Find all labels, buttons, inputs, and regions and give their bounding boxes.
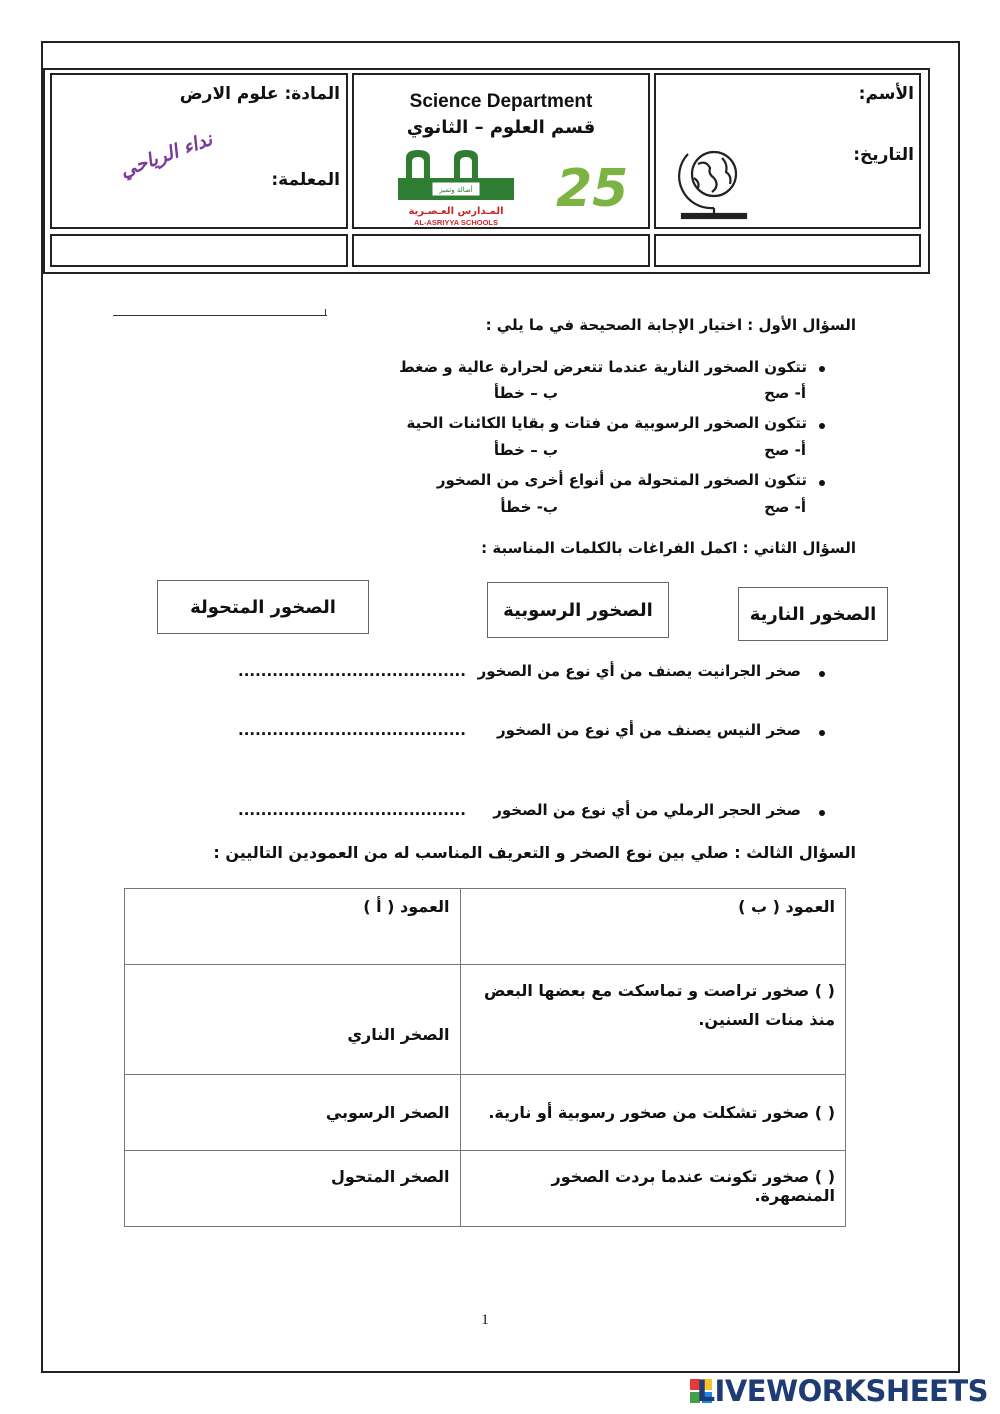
q1-bullet-2 (819, 423, 825, 429)
col-a-header: العمود ( أ ) (125, 889, 461, 965)
row2-definition[interactable]: ( ) صخور تشكلت من صخور رسوبية أو نارية. (460, 1075, 845, 1151)
department-title-ar: قسم العلوم – الثانوي (406, 117, 596, 138)
q1-bullet-1 (819, 366, 825, 372)
question2-title: السؤال الثاني : اكمل الفراغات بالكلمات المناسبة : (481, 539, 856, 557)
row2-rock-type[interactable]: الصخر الرسوبي (125, 1075, 461, 1151)
question1-title: السؤال الأول : اختيار الإجابة الصحيحة في ما يلي : (485, 316, 856, 334)
table-row (125, 965, 846, 1075)
q2-item-1: صخر الجرانيت يصنف من أي نوع من الصخور (477, 662, 801, 680)
score-line-tick (325, 309, 326, 316)
q1-option-a-2[interactable]: أ- صح (764, 441, 806, 459)
word-bank-igneous[interactable]: الصخور النارية (738, 587, 888, 641)
school-name-en: AL-ASRIYYA SCHOOLS (413, 218, 499, 227)
anniversary-25-icon (552, 156, 629, 219)
table-row (125, 1075, 846, 1151)
q2-blank-2[interactable]: ........................................ (238, 721, 466, 739)
liveworksheets-watermark[interactable]: LIVEWORKSHEETS (696, 1374, 988, 1408)
q1-option-b-3[interactable]: ب- خطأ (500, 498, 558, 516)
header-row2-subject[interactable] (50, 234, 348, 267)
header-row2-name[interactable] (654, 234, 921, 267)
page-number: 1 (481, 1312, 489, 1328)
q1-statement-3: تتكون الصخور المتحولة من أنواع أخرى من الصخور (436, 471, 807, 489)
teacher-label: المعلمة: (271, 170, 340, 190)
q1-statement-1: تتكون الصخور النارية عندما تتعرض لحرارة عالية و ضغط (399, 358, 807, 376)
school-name-ar: المـدارس العـصـرية (408, 206, 504, 217)
subject-label: المادة: علوم الارض (179, 84, 340, 104)
q1-bullet-3 (819, 480, 825, 486)
q2-item-3: صخر الحجر الرملي من أي نوع من الصخور (493, 801, 801, 819)
q1-option-a-3[interactable]: أ- صح (764, 498, 806, 516)
q2-item-2: صخر النيس يصنف من أي نوع من الصخور (497, 721, 801, 739)
row3-rock-type[interactable]: الصخر المتحول (125, 1151, 461, 1227)
school-logo-icon (392, 148, 520, 230)
question3-title: السؤال الثالث : صلي بين نوع الصخر و التعريف المناسب له من العمودين التاليين : (213, 843, 856, 862)
word-bank-sedimentary[interactable]: الصخور الرسوبية (487, 582, 669, 638)
q1-option-b-2[interactable]: ب – خطأ (493, 441, 558, 459)
q2-bullet-1 (819, 671, 825, 677)
q1-statement-2: تتكون الصخور الرسوبية من فتات و بقايا الكائنات الحية (406, 414, 807, 432)
department-title-en: Science Department (409, 91, 593, 112)
date-label: التاريخ: (853, 145, 914, 165)
table-row (125, 1151, 846, 1227)
score-line[interactable] (113, 315, 327, 316)
row1-rock-type[interactable]: الصخر الناري (125, 965, 461, 1075)
q2-bullet-3 (819, 810, 825, 816)
col-b-header: العمود ( ب ) (460, 889, 845, 965)
globe-icon (668, 142, 768, 220)
header-row2-department[interactable] (352, 234, 650, 267)
teacher-signature: نداء الرياحي (117, 128, 216, 182)
name-label: الأسم: (858, 84, 914, 104)
q1-option-b-1[interactable]: ب – خطأ (493, 384, 558, 402)
row3-definition[interactable]: ( ) صخور تكونت عندما بردت الصخور المنصهرة. (460, 1151, 845, 1227)
anniversary-number: 25 (556, 159, 629, 219)
q2-blank-1[interactable]: ........................................ (238, 662, 466, 680)
matching-table (124, 888, 846, 1227)
q2-bullet-2 (819, 730, 825, 736)
q1-option-a-1[interactable]: أ- صح (764, 384, 806, 402)
school-motto: أصالة وتميز (439, 186, 473, 194)
word-bank-metamorphic[interactable]: الصخور المتحولة (157, 580, 369, 634)
row1-definition[interactable]: ( ) صخور تراصت و تماسكت مع بعضها البعض منذ منات السنين. (460, 965, 845, 1075)
table-header-row (125, 889, 846, 965)
q2-blank-3[interactable]: ........................................ (238, 801, 466, 819)
